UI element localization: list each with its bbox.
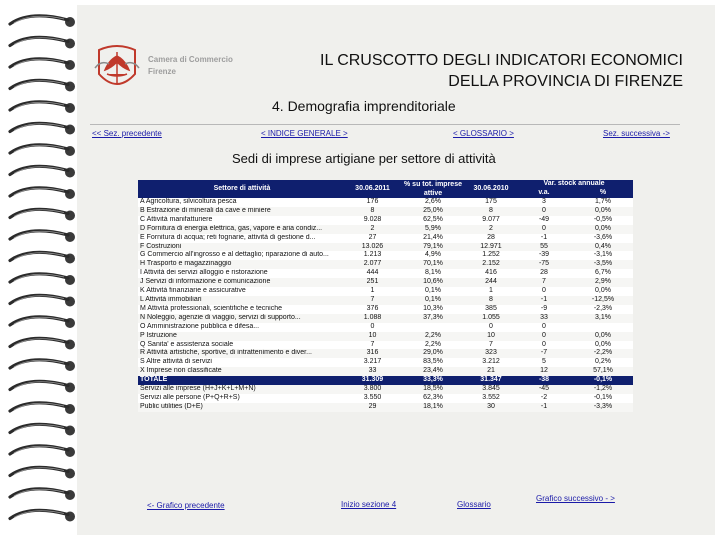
florence-lily-icon [91, 44, 143, 94]
var-pct-cell: 0,2% [595, 358, 611, 366]
sector-cell: H Trasporto e magazzinaggio [140, 260, 232, 268]
table-row [138, 367, 633, 376]
value-2010-cell: 3.552 [482, 393, 500, 401]
total-row [138, 376, 633, 385]
value-2010-cell: 323 [485, 349, 497, 357]
share-cell: 2,2% [425, 331, 441, 339]
share-cell: 79,1% [423, 242, 443, 250]
value-2011-cell: 1.213 [363, 251, 382, 259]
sector-cell: R Attività artistiche, sportive, di intrattenimento e diver... [140, 349, 312, 357]
sector-cell: B Estrazione di minerali da cave e miniere [140, 206, 271, 214]
sector-cell: I Attività dei servizi alloggio e ristorazione [140, 269, 268, 277]
share-cell: 83,5% [423, 358, 443, 366]
table-row [138, 278, 633, 287]
table-row [138, 296, 633, 305]
value-2010-cell: 2 [489, 224, 493, 232]
sector-cell: Public utilities (D+E) [140, 402, 203, 410]
var-pct-cell: -3,5% [593, 260, 613, 268]
binding-ring [10, 145, 75, 156]
binding-ring [10, 338, 75, 349]
page-title [250, 50, 683, 92]
sector-cell: X Imprese non classificate [140, 367, 222, 375]
value-2010-cell: 175 [485, 198, 497, 205]
header-2011: 30.06.2011 [346, 180, 399, 198]
value-2010-cell: 1 [489, 287, 493, 295]
var-pct-cell: 2,9% [595, 278, 611, 286]
value-2011-cell: 13.026 [361, 242, 384, 250]
value-2011-cell: 29 [368, 402, 377, 410]
binding-ring [10, 510, 75, 521]
binding-ring [10, 16, 75, 27]
summary-row [138, 403, 633, 412]
var-abs-cell: -49 [538, 215, 550, 223]
table-body [138, 198, 633, 412]
table-row [138, 207, 633, 216]
share-cell [399, 323, 467, 332]
header-share: % su tot. imprese attive [399, 180, 467, 198]
value-2010-cell: 1.055 [482, 313, 500, 321]
table-row [138, 305, 633, 314]
value-2011-cell: 444 [366, 269, 379, 277]
var-pct-cell: -12,5% [591, 295, 615, 303]
var-abs-cell: 33 [540, 313, 548, 321]
value-2010-cell: 0 [489, 322, 493, 330]
table-row [138, 234, 633, 243]
binding-ring [10, 231, 75, 242]
binding-ring [10, 252, 75, 263]
binding-ring [10, 80, 75, 91]
var-pct-cell: -0,1% [573, 376, 633, 385]
binding-ring [10, 489, 75, 500]
value-2011-cell: 316 [366, 349, 379, 357]
value-2010-cell: 9.077 [482, 215, 500, 223]
sector-cell: S Altre attività di servizi [140, 358, 212, 366]
var-abs-cell: -2 [540, 393, 548, 401]
table-row [138, 225, 633, 234]
binding-ring [10, 424, 75, 435]
value-2010-cell: 416 [485, 269, 497, 277]
value-2011-cell: 376 [366, 304, 379, 312]
binding-ring [10, 37, 75, 48]
share-cell: 2,2% [425, 340, 441, 348]
binding-ring [10, 360, 75, 371]
value-2010-cell: 28 [487, 233, 495, 241]
value-2011-cell: 3.550 [363, 393, 382, 401]
value-2010-cell: 3.212 [482, 358, 500, 366]
share-cell: 29,0% [423, 349, 443, 357]
value-2010-cell: 385 [485, 304, 497, 312]
binding-ring [10, 188, 75, 199]
sector-cell: P Istruzione [140, 331, 177, 339]
logo-line-2: Firenze [148, 67, 177, 76]
sector-cell: Servizi alle imprese (H+J+K+L+M+N) [140, 385, 256, 393]
var-abs-cell: 0 [542, 287, 546, 295]
sector-cell: M Attività professionali, scientifiche e tecniche [140, 304, 283, 312]
section-subtitle: 4. Demografia imprenditoriale [272, 98, 456, 114]
var-abs-cell: -39 [538, 251, 550, 259]
var-abs-cell: 12 [540, 367, 548, 375]
var-pct-cell: -3,1% [593, 251, 613, 259]
table-row [138, 323, 633, 332]
share-cell: 62,3% [423, 393, 443, 401]
table-row [138, 251, 633, 260]
binding-ring [10, 381, 75, 392]
next-section-link[interactable]: Sez. successiva -> [603, 129, 670, 138]
share-cell: 0,1% [425, 287, 441, 295]
value-2011-cell: 3.217 [363, 358, 382, 366]
share-cell: 37,3% [423, 313, 443, 321]
share-cell: 0,1% [425, 295, 441, 303]
sector-cell: D Fornitura di energia elettrica, gas, vapore e aria condiz... [140, 224, 323, 232]
value-2010-cell: 2.152 [482, 260, 500, 268]
binding-ring [10, 317, 75, 328]
logo-text [148, 54, 258, 78]
sector-cell: L Attività immobiliari [140, 295, 202, 303]
var-abs-cell: -1 [540, 233, 548, 241]
sector-cell: Servizi alle persone (P+Q+R+S) [140, 393, 240, 401]
chamber-logo [91, 44, 251, 96]
value-2010-cell: 10 [487, 331, 495, 339]
prev-chart-link[interactable]: <- Grafico precedente [147, 501, 225, 510]
share-cell: 70,1% [423, 260, 443, 268]
var-pct-cell: -2,2% [593, 349, 613, 357]
var-abs-cell: 7 [542, 278, 546, 286]
value-2011-cell: 251 [366, 278, 379, 286]
share-cell: 21,4% [423, 233, 443, 241]
share-cell: 25,0% [423, 206, 443, 214]
header-variation: Var. stock annuale [515, 180, 633, 189]
var-abs-cell: 0 [542, 322, 546, 330]
next-chart-link[interactable]: Grafico successivo - > [536, 494, 615, 503]
sector-table [138, 180, 633, 412]
binding-ring [10, 403, 75, 414]
share-cell: 18,5% [423, 385, 443, 393]
var-pct-cell: -1,2% [593, 385, 613, 393]
value-2010-cell: 244 [485, 278, 497, 286]
table-row [138, 260, 633, 269]
header-sector: Settore di attività [138, 180, 346, 198]
header-divider [90, 124, 680, 125]
value-2011-cell: 3.800 [363, 385, 382, 393]
var-pct-cell: -3,6% [593, 233, 613, 241]
value-2010-cell: 8 [489, 295, 493, 303]
var-pct-cell: -3,3% [593, 402, 613, 410]
value-2010-cell: 21 [487, 367, 495, 375]
var-pct-cell: 0,0% [595, 206, 611, 214]
var-pct-cell: 0,0% [595, 340, 611, 348]
value-2011-cell: 31.309 [346, 376, 399, 385]
value-2010-cell: 31.347 [467, 376, 515, 385]
value-2011-cell: 8 [370, 206, 375, 214]
value-2011-cell: 7 [370, 295, 375, 303]
binding-ring [10, 467, 75, 478]
value-2011-cell: 176 [366, 198, 379, 205]
share-cell: 2,6% [425, 198, 441, 205]
header-2010: 30.06.2010 [467, 180, 515, 198]
var-abs-cell: 0 [542, 224, 546, 232]
value-2011-cell: 27 [368, 233, 377, 241]
binding-ring [10, 274, 75, 285]
var-pct-cell: -0,1% [593, 393, 613, 401]
binding-ring [10, 123, 75, 134]
sector-cell: Q Sanita' e assistenza sociale [140, 340, 234, 348]
binding-ring [10, 59, 75, 70]
value-2011-cell: 7 [370, 340, 375, 348]
sector-cell: TOTALE [138, 376, 346, 385]
page-title-line-2: DELLA PROVINCIA DI FIRENZE [448, 73, 683, 90]
table-row [138, 269, 633, 278]
summary-row [138, 385, 633, 394]
sector-cell: C Attività manifatturiere [140, 215, 213, 223]
value-2010-cell: 12.971 [480, 242, 502, 250]
binding-ring [10, 102, 75, 113]
var-pct-cell: 57,1% [593, 367, 613, 375]
var-pct-cell: -0,5% [593, 215, 613, 223]
prev-section-link[interactable]: << Sez. precedente [92, 129, 162, 138]
table-row [138, 243, 633, 252]
share-cell: 62,5% [423, 215, 443, 223]
summary-row [138, 394, 633, 403]
value-2010-cell: 30 [487, 402, 495, 410]
table-row [138, 341, 633, 350]
var-pct-cell: 0,4% [595, 242, 611, 250]
var-abs-cell: 0 [542, 206, 546, 214]
general-index-link[interactable]: < INDICE GENERALE > [261, 129, 348, 138]
header-va: v.a. [515, 189, 573, 198]
value-2011-cell: 10 [368, 331, 377, 339]
var-abs-cell: -1 [540, 402, 548, 410]
share-cell: 33,3% [399, 376, 467, 385]
var-pct-cell: 0,0% [595, 331, 611, 339]
var-pct-cell: 6,7% [595, 269, 611, 277]
share-cell: 10,6% [423, 278, 443, 286]
var-pct-cell: 0,0% [595, 287, 611, 295]
header-pct: % [573, 189, 633, 198]
var-pct-cell: -2,3% [593, 304, 613, 312]
var-abs-cell: -7 [540, 349, 548, 357]
table-row [138, 349, 633, 358]
var-abs-cell: 55 [540, 242, 548, 250]
share-cell: 8,1% [425, 269, 441, 277]
share-cell: 5,9% [425, 224, 441, 232]
value-2010-cell: 3.845 [482, 385, 500, 393]
var-abs-cell: 3 [542, 198, 546, 205]
chart-title: Sedi di imprese artigiane per settore di attività [232, 151, 496, 166]
value-2011-cell: 0 [370, 322, 375, 330]
value-2011-cell: 2.077 [363, 260, 382, 268]
var-pct-cell [573, 323, 633, 332]
table-row [138, 332, 633, 341]
binding-ring [10, 446, 75, 457]
value-2010-cell: 7 [489, 340, 493, 348]
sector-cell: F Costruzioni [140, 242, 182, 250]
var-abs-cell: -75 [538, 260, 550, 268]
sector-cell: N Noleggio, agenzie di viaggio, servizi di supporto... [140, 313, 301, 321]
var-abs-cell: 0 [542, 331, 546, 339]
var-abs-cell: -1 [540, 295, 548, 303]
sector-cell: E Fornitura di acqua; reti fognarie, attività di gestione d... [140, 233, 316, 241]
share-cell: 18,1% [423, 402, 443, 410]
share-cell: 4,9% [425, 251, 441, 259]
var-pct-cell: 3,1% [595, 313, 611, 321]
glossary-bottom-link[interactable]: Glossario [457, 500, 491, 509]
logo-line-1: Camera di Commercio [148, 55, 233, 64]
var-pct-cell: 0,0% [595, 224, 611, 232]
sector-cell: K Attività finanziarie e assicurative [140, 287, 246, 295]
binding-ring [10, 209, 75, 220]
value-2010-cell: 8 [489, 206, 493, 214]
value-2010-cell: 1.252 [482, 251, 500, 259]
value-2011-cell: 2 [370, 224, 375, 232]
share-cell: 10,3% [423, 304, 443, 312]
var-abs-cell: 5 [542, 358, 546, 366]
value-2011-cell: 1.088 [363, 313, 382, 321]
glossary-link[interactable]: < GLOSSARIO > [453, 129, 514, 138]
var-abs-cell: -45 [538, 385, 550, 393]
value-2011-cell: 33 [368, 367, 377, 375]
var-abs-cell: -9 [540, 304, 548, 312]
value-2011-cell: 1 [370, 287, 375, 295]
table-row [138, 216, 633, 225]
sector-cell: O Amministrazione pubblica e difesa... [140, 322, 260, 330]
share-cell: 23,4% [423, 367, 443, 375]
page-title-line-1: IL CRUSCOTTO DEGLI INDICATORI ECONOMICI [320, 52, 683, 69]
binding-ring [10, 295, 75, 306]
var-abs-cell: -38 [515, 376, 573, 385]
value-2011-cell: 9.028 [363, 215, 382, 223]
var-abs-cell: 28 [540, 269, 548, 277]
table-row [138, 198, 633, 207]
var-abs-cell: 0 [542, 340, 546, 348]
table-row [138, 358, 633, 367]
binding-ring [10, 166, 75, 177]
var-pct-cell: 1,7% [595, 198, 611, 205]
table-row [138, 287, 633, 296]
sector-cell: A Agricoltura, silvicoltura pesca [140, 198, 237, 205]
section-start-link[interactable]: Inizio sezione 4 [341, 500, 397, 509]
sector-cell: G Commercio all'ingrosso e al dettaglio; riparazione di auto... [140, 251, 329, 259]
sector-cell: J Servizi di informazione e comunicazione [140, 278, 271, 286]
table-row [138, 314, 633, 323]
